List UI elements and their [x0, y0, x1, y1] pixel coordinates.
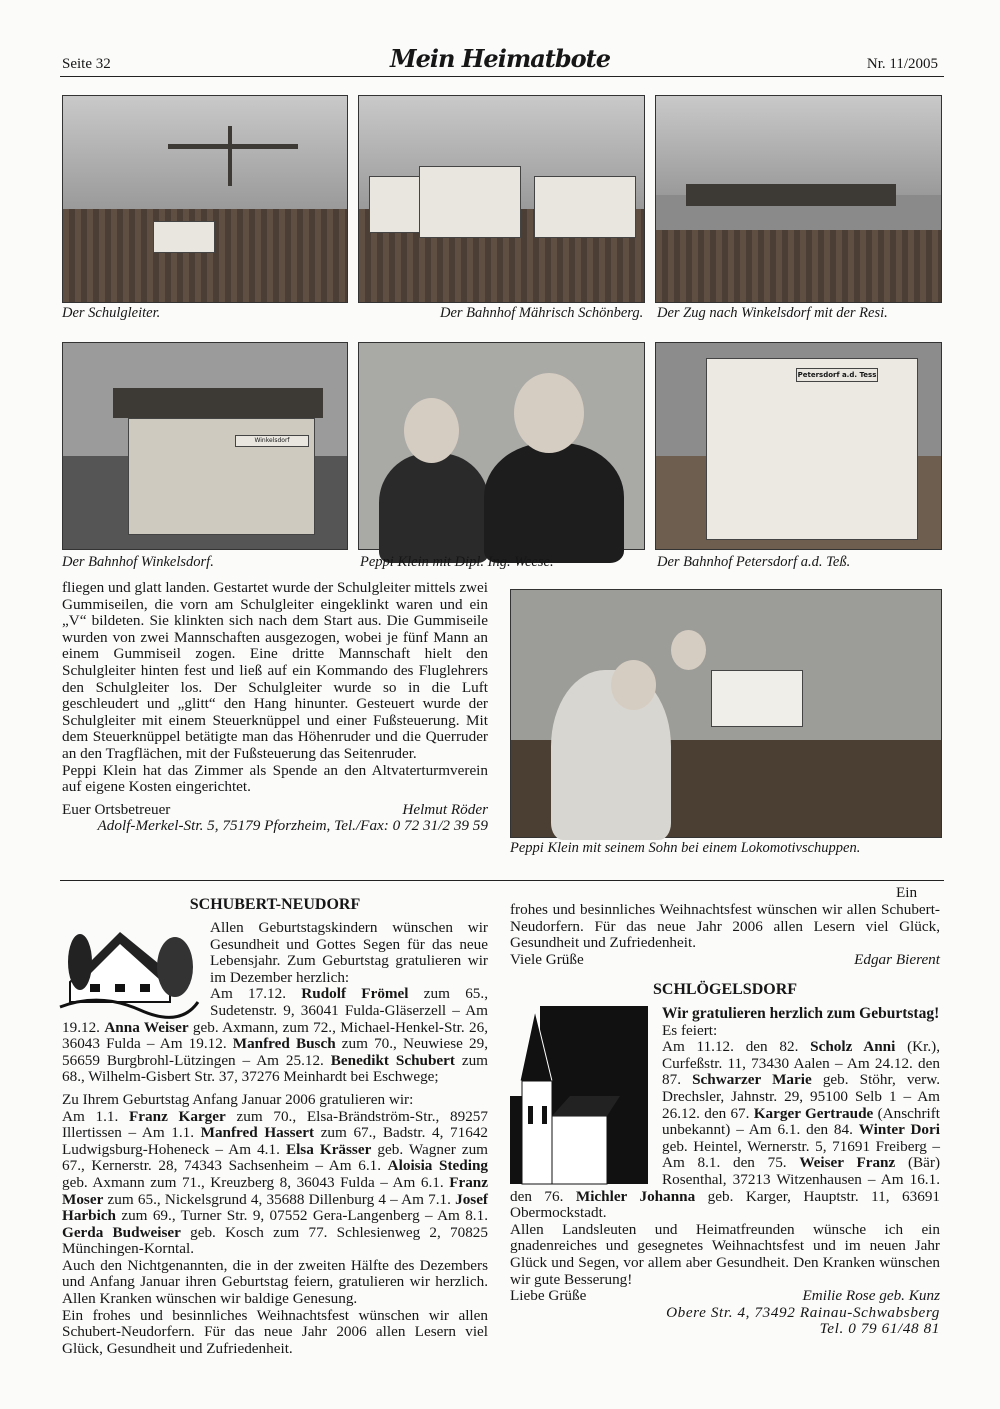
person-name: Anna Weiser	[104, 1018, 189, 1036]
person-name: Rudolf Frömel	[301, 985, 409, 1003]
text-segment: geb. Axmann, zum 72., Michael-Henkel-Str. 26, 36043 Fulda – Am 19.12.	[62, 1018, 488, 1053]
schubert-neudorf-text	[62, 920, 488, 1357]
text-segment: Am 1.1.	[62, 1107, 130, 1125]
issue-number: Nr. 11/2005	[866, 56, 938, 72]
text-segment: geb. Wagner zum 67., Kernerstr. 28, 74343 Sachsenheim – Am 6.1.	[62, 1140, 488, 1175]
section-heading-schloegelsdorf: SCHLÖGELSDORF	[652, 981, 798, 998]
text-segment: Ein frohes und besinnliches Weihnachtsfest wünschen wir allen Schubert-Neudorfern. Für das neue Jahr 2006 allen Lesern viel Glück, Gesundheit und Zufriedenheit.	[510, 884, 940, 952]
text-segment: geb. Karger, Hauptstr. 11, 63691 Obermockstadt.	[510, 1187, 941, 1222]
text-paragraph	[62, 1308, 488, 1358]
person-name: Schwarzer Marie	[692, 1071, 812, 1089]
photo-caption: Der Bahnhof Mährisch Schönberg.	[440, 305, 644, 321]
text-segment: Allen Geburtstagskindern wünschen wir Gesundheit und Gottes Segen für das neue Lebensjahr. Zum Geburtstag gratulieren wir im Dezember herzlich:	[210, 919, 488, 986]
text-paragraph	[510, 1222, 940, 1288]
text-segment: (Anschrift unbekannt) – Am 6.1. den 84.	[662, 1104, 940, 1139]
text-paragraph	[62, 1258, 488, 1308]
text-segment: geb. Heintel, Wernerstr. 5, 71691 Freiberg – Am 8.1. den 75.	[662, 1137, 940, 1172]
text-segment: (Kr.), Curfeßstr. 11, 73430 Aalen – Am 24.12. den 87.	[662, 1038, 940, 1089]
author: Edgar Bierent	[854, 951, 940, 968]
text-segment: Zu Ihrem Geburtstag Anfang Januar 2006 gratulieren wir:	[62, 1090, 414, 1108]
text-segment: Am 17.12.	[210, 985, 302, 1003]
text-paragraph	[62, 1092, 488, 1109]
text-segment: zum 67., Badstr. 4, 71642 Ludwigsburg-Hoheneck – Am 4.1.	[62, 1124, 489, 1158]
photo-schulgleiter	[62, 95, 348, 303]
closing: Liebe Grüße	[510, 1287, 587, 1305]
person-name: Elsa Krässer	[285, 1140, 372, 1158]
text-segment: geb. Stöhr, verw. Drechsler, Jahnstr. 29, 95100 Selb 1 – Am 26.12. den 67.	[662, 1071, 941, 1122]
section-rule	[60, 880, 944, 881]
text-segment: zum 70., Neuwiese 29, 56659 Burgbrohl-Lützingen – Am 25.12.	[62, 1035, 488, 1069]
person-name: Manfred Busch	[232, 1035, 336, 1053]
schloegelsdorf-text	[510, 1006, 940, 1338]
photo-bahnhof-petersdorf	[655, 342, 942, 550]
text-segment: zum 69., Turner Str. 9, 07552 Gera-Langenberg – Am 8.1.	[116, 1207, 488, 1225]
person-name: Benedikt Schubert	[330, 1051, 455, 1069]
article-paragraph: fliegen und glatt landen. Gestartet wurde der Schulgleiter mittels zwei Gummiseilen, die vorn am Schulgleiter eingeklinkt waren und ein „V“ bildeten. Sie klinkten sich nach dem Start aus. Die Gummiseile wurden von zwei Mannschaften ausgezogen, wobei je fünf Mann an einem Gummiseil zogen. Eine dritte Mannschaft hielt den Schulgleiter hinten fest und ließ auf ein Kommando des Fluglehrers den Schulgleiter los. Der Schulgleiter wurde so in die Luft geschleudert und „glitt“ den Hang hinunter. Gesteuert wurde der Schulgleiter mit einem Steuerknüppel und einer Fußsteuerung. Mit dem Steuerknüppel betätigte man das Höhenruder und die Querruder an den Tragflächen, mit der Fußsteuerung das Seitenruder.	[62, 579, 488, 762]
schubert-neudorf-signoff	[510, 884, 940, 969]
author-address: Obere Str. 4, 73492 Rainau-Schwabsberg	[666, 1303, 940, 1321]
person-name: Josef Harbich	[62, 1190, 488, 1225]
author-phone: Tel. 0 79 61/48 81	[819, 1320, 940, 1338]
text-paragraph	[62, 1109, 488, 1258]
text-segment: (Bär) Rosenthal, 37213 Witzenhausen – Am 16.1. den 76.	[510, 1154, 940, 1205]
photo-caption: Peppi Klein mit Dipl. Ing. Weese.	[360, 554, 554, 570]
station-sign: Winkelsdorf	[235, 435, 309, 447]
text-segment: zum 70., Elsa-Brändström-Str., 89257 Illertissen – Am 1.1.	[62, 1107, 488, 1142]
station-sign: Petersdorf a.d. Tess	[796, 368, 878, 382]
person-name: Aloisia Steding	[387, 1157, 488, 1175]
photo-caption: Der Bahnhof Petersdorf a.d. Teß.	[657, 554, 851, 570]
person-name: Franz Moser	[62, 1173, 488, 1208]
person-name: Gerda Budweiser	[62, 1223, 181, 1241]
text-segment: zum 65., Sudetenstr. 9, 36041 Fulda-Gläserzell – Am 19.12.	[62, 985, 488, 1036]
closing: Viele Grüße	[510, 951, 584, 968]
photo-caption: Peppi Klein mit seinem Sohn bei einem Lokomotivschuppen.	[510, 840, 861, 856]
photo-peppi-klein-weese	[358, 342, 645, 550]
church-illustration	[510, 1006, 648, 1184]
text-segment: geb. Axmann zum 71., Kreuzberg 8, 36043 Fulda – Am 6.1.	[62, 1173, 450, 1191]
person-name: Franz Karger	[129, 1107, 226, 1125]
congratulations-subheading: Wir gratulieren herzlich zum Geburtstag!	[662, 1005, 940, 1022]
photo-bahnhof-winkelsdorf	[62, 342, 348, 550]
person-name: Michler Johanna	[575, 1187, 696, 1205]
photo-peppi-klein-sohn	[510, 589, 942, 838]
closing: Euer Ortsbetreuer	[62, 800, 171, 818]
person-name: Winter Dori	[858, 1121, 940, 1139]
photo-caption: Der Schulgleiter.	[62, 305, 161, 321]
article-body	[62, 580, 488, 835]
text-segment: zum 65., Nickelsgrund 4, 35688 Dillenburg 4 – Am 7.1.	[103, 1190, 456, 1208]
person-name: Scholz Anni	[810, 1038, 896, 1056]
photo-zug-winkelsdorf	[655, 95, 942, 303]
text-segment: geb. Kosch zum 77. Schlesienweg 2, 70825 Münchingen-Korntal.	[62, 1223, 488, 1258]
person-name: Manfred Hassert	[200, 1124, 315, 1142]
text-segment: zum 68., Wilhelm-Gisbert Str. 37, 37276 Meinhardt bei Eschwege;	[62, 1051, 488, 1086]
author: Emilie Rose geb. Kunz	[802, 1287, 940, 1305]
header-rule	[60, 76, 944, 77]
photo-caption: Der Bahnhof Winkelsdorf.	[62, 554, 214, 570]
text-segment: Allen Landsleuten und Heimatfreunden wünsche ich ein gnadenreiches und gesegnetes Weihnachtsfest und im neuen Jahr Glück und Segen, vor allem aber Gesundheit. Den Kranken wünschen wir gute Besserung!	[510, 1220, 940, 1288]
page-number: Seite 32	[62, 56, 111, 72]
section-heading-schubert-neudorf: SCHUBERT-NEUDORF	[189, 896, 361, 913]
author: Helmut Röder	[402, 800, 488, 818]
article-paragraph: Peppi Klein hat das Zimmer als Spende an den Altvaterturmverein auf eigene Kosten eingerichtet.	[62, 761, 488, 796]
person-name: Karger Gertraude	[753, 1104, 874, 1122]
text-segment: Am 11.12. den 82.	[662, 1038, 811, 1056]
photo-bahnhof-maehrisch-schoenberg	[358, 95, 645, 303]
masthead-logo: Mein Heimatbote	[390, 44, 610, 73]
text-segment: Auch den Nichtgenannten, die in der zweiten Hälfte des Dezembers und Anfang Januar ihren Geburtstag feiern, gratulieren wir herzlich. Allen Kranken wünschen wir baldige Genesung.	[62, 1256, 488, 1308]
farmhouse-illustration	[60, 922, 198, 1012]
text-segment: Es feiert:	[662, 1021, 718, 1039]
person-name: Weiser Franz	[799, 1154, 896, 1172]
author-address: Adolf-Merkel-Str. 5, 75179 Pforzheim, Tel./Fax: 0 72 31/2 39 59	[97, 817, 488, 835]
text-segment: Ein frohes und besinnliches Weihnachtsfest wünschen wir allen Schubert-Neudorfern. Für das neue Jahr 2006 allen Lesern viel Glück, Gesundheit und Zufriedenheit.	[62, 1306, 488, 1357]
photo-caption: Der Zug nach Winkelsdorf mit der Resi.	[657, 305, 888, 321]
continued-text-clip	[510, 884, 940, 952]
